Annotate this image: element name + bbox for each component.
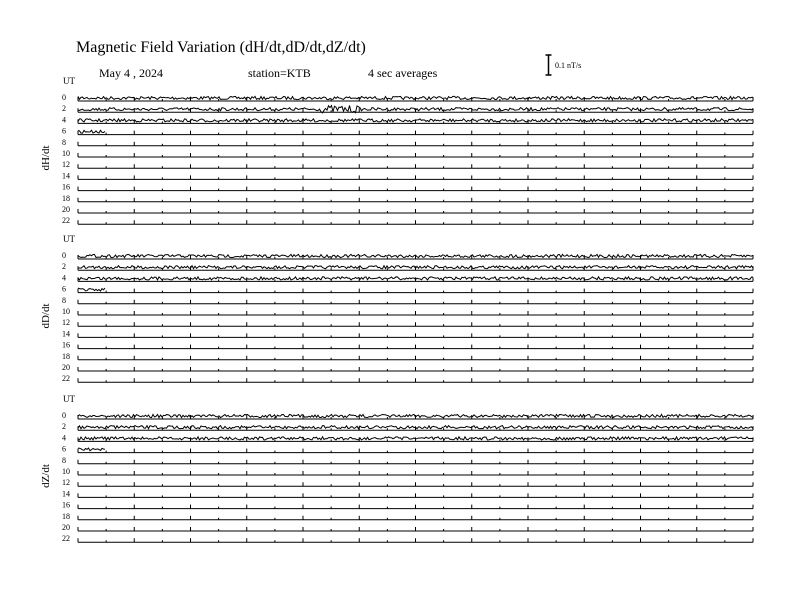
hour-label: 18 (62, 351, 70, 361)
hour-label: 8 (62, 455, 66, 465)
hour-label: 6 (62, 444, 66, 454)
hour-label: 8 (62, 295, 66, 305)
hour-label: 4 (62, 273, 66, 283)
data-trace (78, 130, 105, 133)
panel-label: dH/dt (40, 145, 52, 171)
hour-label: 10 (62, 149, 70, 158)
ut-label: UT (63, 234, 75, 244)
hour-label: 18 (62, 193, 70, 203)
panel-label: dD/dt (40, 303, 52, 329)
hour-label: 0 (62, 251, 66, 260)
ut-label: UT (63, 76, 75, 86)
hour-label: 2 (62, 422, 66, 432)
hour-label: 4 (62, 115, 66, 125)
station-label: station=KTB (248, 66, 311, 80)
hour-label: 14 (62, 329, 70, 339)
hour-label: 12 (62, 160, 70, 170)
hour-label: 20 (62, 363, 70, 372)
data-trace (78, 448, 105, 451)
hour-label: 16 (62, 182, 70, 192)
hour-label: 16 (62, 340, 70, 350)
data-trace (78, 288, 105, 291)
hour-label: 14 (62, 489, 70, 499)
hour-label: 14 (62, 171, 70, 181)
ut-label: UT (63, 394, 75, 404)
hour-label: 6 (62, 126, 66, 136)
hour-label: 0 (62, 93, 66, 102)
panel-label: dZ/dt (40, 463, 52, 488)
hour-label: 4 (62, 433, 66, 443)
hour-label: 20 (62, 205, 70, 214)
hour-label: 22 (62, 534, 70, 544)
hour-label: 12 (62, 478, 70, 488)
hour-label: 8 (62, 137, 66, 147)
hour-label: 10 (62, 307, 70, 316)
hour-label: 2 (62, 262, 66, 272)
hour-label: 10 (62, 467, 70, 476)
averaging-label: 4 sec averages (368, 66, 438, 80)
chart-title: Magnetic Field Variation (dH/dt,dD/dt,dZ/dt) (76, 39, 366, 56)
hour-label: 18 (62, 511, 70, 521)
hour-label: 22 (62, 374, 70, 384)
hour-label: 6 (62, 284, 66, 294)
scale-label: 0.1 nT/s (555, 61, 582, 70)
hour-label: 16 (62, 500, 70, 510)
hour-label: 22 (62, 216, 70, 226)
date-label: May 4 , 2024 (99, 66, 163, 80)
hour-label: 12 (62, 318, 70, 328)
hour-label: 0 (62, 411, 66, 420)
hour-label: 20 (62, 523, 70, 532)
hour-label: 2 (62, 104, 66, 114)
